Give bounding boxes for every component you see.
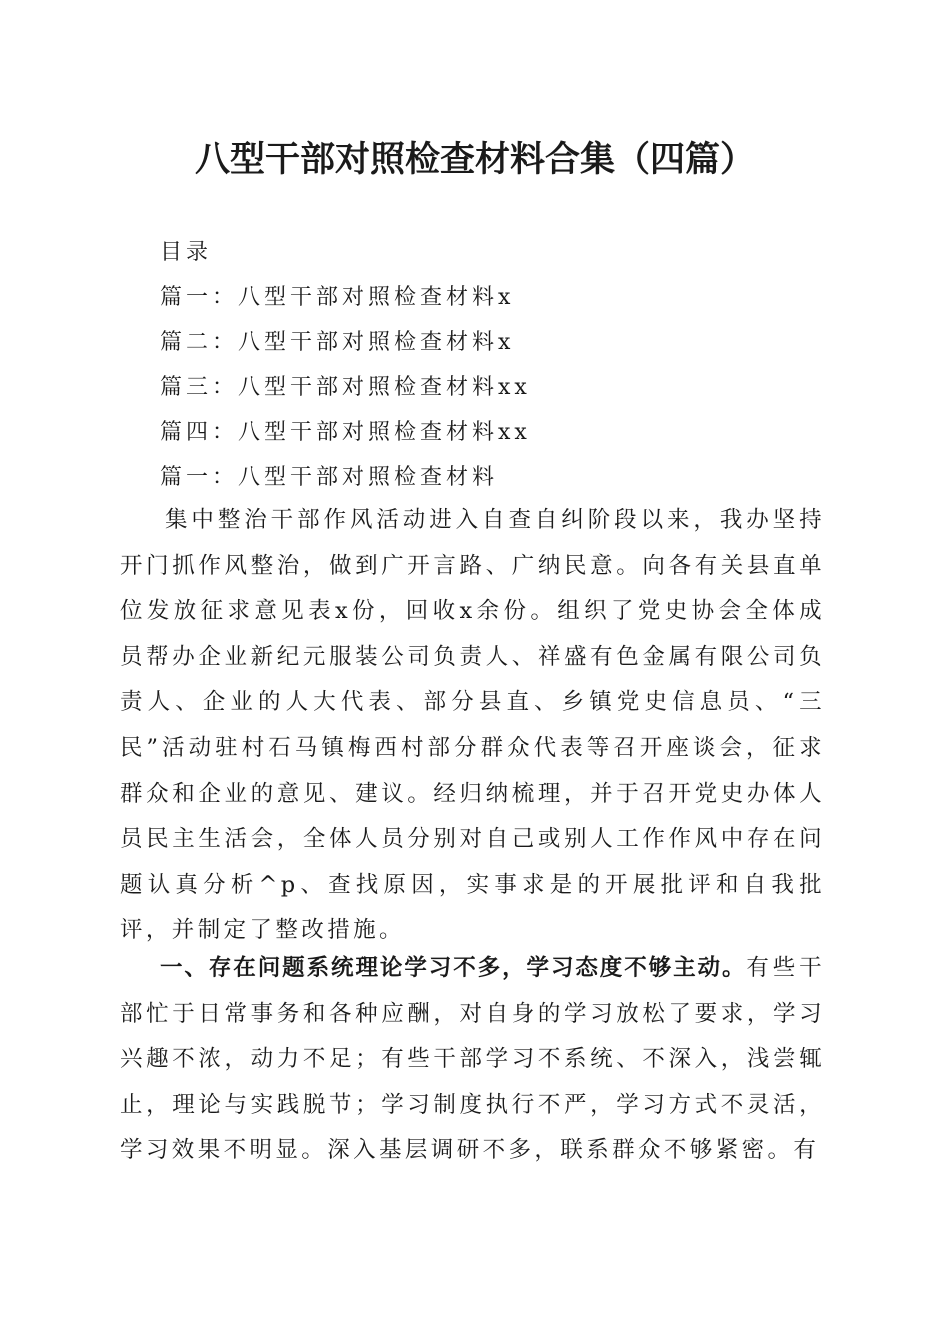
toc-item: 篇一：八型干部对照检查材料x (160, 285, 515, 310)
document-title: 八型干部对照检查材料合集（四篇） (194, 140, 755, 180)
body-paragraph: 集中整治干部作风活动进入自查自纠阶段以来，我办坚持开门抓作风整治，做到广开言路、广纳民意。向各有关县直单位发放征求意见表x份，回收x余份。组织了党史协会全体成员帮办企业新纪元服装公司负责人、祥盛有色金属有限公司负责人、企业的人大代表、部分县直、乡镇党史信息员、“三民”活动驻村石马镇梅西村部分群众代表等召开座谈会，征求群众和企业的意见、建议。经归纳梳理，并于召开党史办体人员民主生活会，全体人员分别对自己或别人工作作风中存在问题认真分析^p、查找原因，实事求是的开展批评和自我批评，并制定了整改措施。 (120, 507, 825, 944)
section-paragraph (120, 946, 825, 1174)
toc-item: 篇二：八型干部对照检查材料x (160, 330, 515, 355)
chapter-title: 篇一：八型干部对照检查材料 (160, 465, 499, 490)
toc-heading: 目录 (160, 240, 213, 265)
toc-item: 篇三：八型干部对照检查材料xx (160, 375, 531, 400)
table-of-contents (160, 230, 860, 500)
toc-item: 篇四：八型干部对照检查材料xx (160, 420, 531, 445)
section-heading: 一、存在问题系统理论学习不多，学习态度不够主动。 (160, 955, 747, 981)
section-text: 有些干部忙于日常事务和各种应酬，对自身的学习放松了要求，学习兴趣不浓，动力不足；有些干部学习不系统、不深入，浅尝辄止，理论与实践脱节；学习制度执行不严，学习方式不灵活，学习效果不明显。深入基层调研不多，联系群众不够紧密。有 (120, 955, 825, 1164)
